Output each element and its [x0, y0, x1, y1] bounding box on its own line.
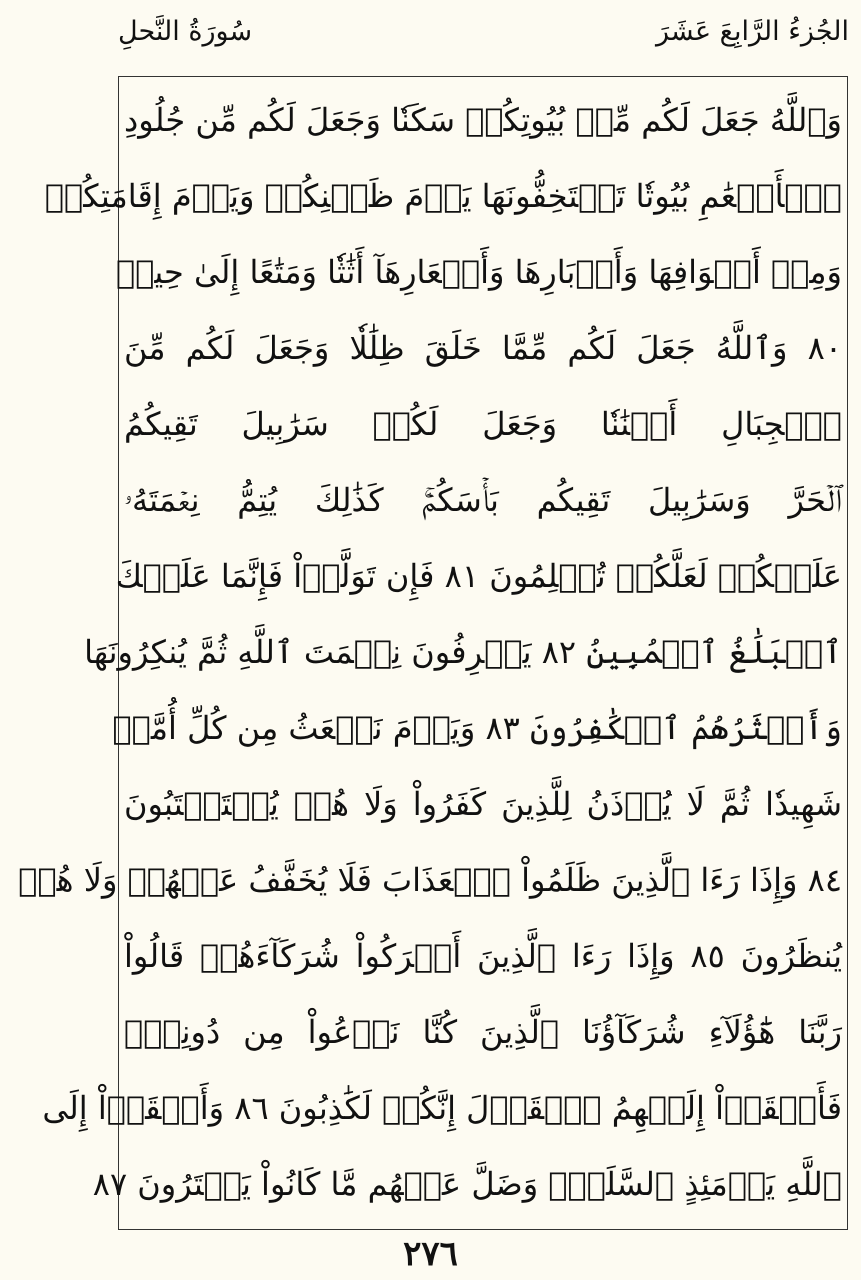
text-line: ٱلۡبَلَٰغُ ٱلۡمُبِينُ ٨٢ يَعۡرِفُونَ نِعۡمَتَ ٱللَّهِ ثُمَّ يُنكِرُونَهَا	[84, 633, 842, 671]
text-line: شَهِيدٗا ثُمَّ لَا يُؤۡذَنُ لِلَّذِينَ كَفَرُواْ وَلَا هُمۡ يُسۡتَعۡتَبُونَ	[124, 785, 842, 823]
juz-name: الجُزءُ الرَّابِعَ عَشَرَ	[655, 16, 849, 47]
text-line: ٱللَّهِ يَوۡمَئِذٍ ٱلسَّلَمَۖ وَضَلَّ عَنۡهُم مَّا كَانُواْ يَفۡتَرُونَ ٨٧	[92, 1165, 842, 1203]
page-header	[0, 8, 861, 64]
text-line: فَأَلۡقَوۡاْ إِلَيۡهِمُ ٱلۡقَوۡلَ إِنَّكُمۡ لَكَٰذِبُونَ ٨٦ وَأَلۡقَوۡاْ إِلَى	[42, 1089, 842, 1127]
text-line: وَأَكۡثَرُهُمُ ٱلۡكَٰفِرُونَ ٨٣ وَيَوۡمَ نَبۡعَثُ مِن كُلِّ أُمَّةٖ	[112, 709, 842, 747]
text-line: وَمِنۡ أَصۡوَافِهَا وَأَوۡبَارِهَا وَأَشۡعَارِهَآ أَثَٰثٗا وَمَتَٰعًا إِلَىٰ حِينٖ	[115, 253, 842, 291]
text-line: ٨٤ وَإِذَا رَءَا ٱلَّذِينَ ظَلَمُواْ ٱلۡعَذَابَ فَلَا يُخَفَّفُ عَنۡهُمۡ وَلَا هُمۡ	[18, 861, 842, 899]
text-line: وَٱللَّهُ جَعَلَ لَكُم مِّنۢ بُيُوتِكُمۡ سَكَنٗا وَجَعَلَ لَكُم مِّن جُلُودِ	[124, 101, 842, 139]
surah-name: سُورَةُ النَّحلِ	[118, 16, 253, 47]
quran-text	[18, 84, 843, 1224]
text-line: يُنظَرُونَ ٨٥ وَإِذَا رَءَا ٱلَّذِينَ أَشۡرَكُواْ شُرَكَآءَهُمۡ قَالُواْ	[124, 937, 843, 975]
text-line: ٱلۡجِبَالِ أَكۡنَٰنٗا وَجَعَلَ لَكُمۡ سَرَٰبِيلَ تَقِيكُمُ	[124, 405, 842, 443]
text-line: ٨٠ وَٱللَّهُ جَعَلَ لَكُم مِّمَّا خَلَقَ ظِلَٰلٗا وَجَعَلَ لَكُم مِّنَ	[124, 329, 843, 367]
text-line: ٱلۡأَنۡعَٰمِ بُيُوتٗا تَسۡتَخِفُّونَهَا يَوۡمَ ظَعۡنِكُمۡ وَيَوۡمَ إِقَامَتِكُمۡ	[44, 177, 842, 215]
page-number: ٢٧٦	[403, 1234, 458, 1274]
text-line: ٱلۡحَرَّ وَسَرَٰبِيلَ تَقِيكُم بَأۡسَكُمۡۚ كَذَٰلِكَ يُتِمُّ نِعۡمَتَهُۥ	[124, 481, 842, 519]
text-line: رَبَّنَا هَٰٓؤُلَآءِ شُرَكَآؤُنَا ٱلَّذِينَ كُنَّا نَدۡعُواْ مِن دُونِكَۖ	[124, 1013, 842, 1051]
text-line: عَلَيۡكُمۡ لَعَلَّكُمۡ تُسۡلِمُونَ ٨١ فَإِن تَوَلَّوۡاْ فَإِنَّمَا عَلَيۡكَ	[115, 557, 842, 595]
